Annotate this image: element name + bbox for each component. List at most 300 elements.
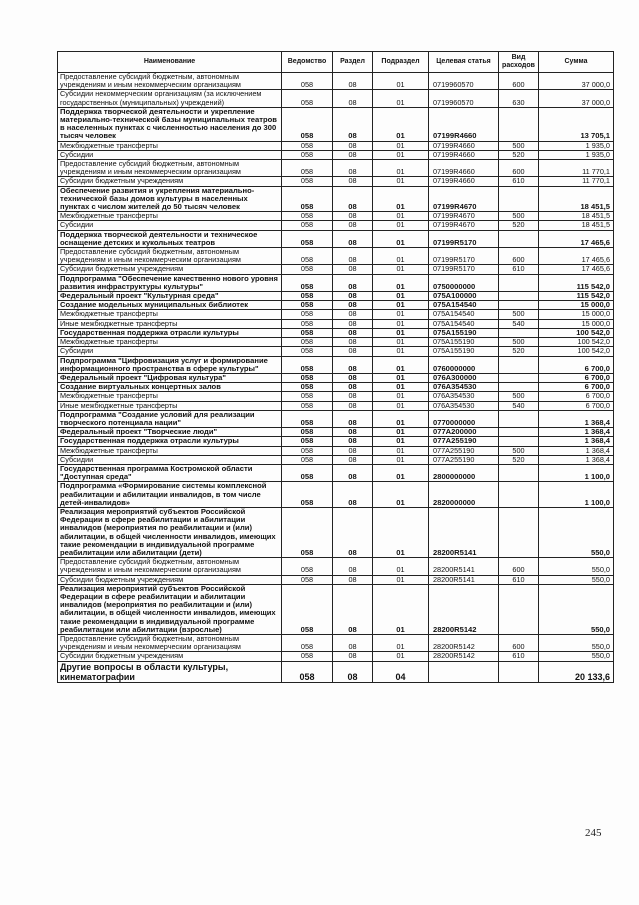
row-sum: 550,0 bbox=[539, 507, 614, 557]
row-vid bbox=[499, 661, 539, 682]
row-target: 07199R4660 bbox=[429, 177, 499, 186]
row-section: 08 bbox=[333, 160, 373, 177]
row-section: 08 bbox=[333, 446, 373, 455]
row-dept: 058 bbox=[282, 464, 333, 481]
row-dept: 058 bbox=[282, 446, 333, 455]
row-dept: 058 bbox=[282, 652, 333, 661]
row-sum: 550,0 bbox=[539, 584, 614, 634]
row-subsection: 01 bbox=[373, 150, 429, 159]
row-vid: 610 bbox=[499, 265, 539, 274]
row-vid bbox=[499, 464, 539, 481]
row-name: Межбюджетные трансферты bbox=[58, 392, 282, 401]
row-name: Субсидии bbox=[58, 347, 282, 356]
row-name: Субсидии бюджетным учреждениям bbox=[58, 575, 282, 584]
row-dept: 058 bbox=[282, 338, 333, 347]
row-name: Предоставление субсидий бюджетным, автономным учреждениям и иным некоммерческим организациям bbox=[58, 248, 282, 265]
row-target: 075A100000 bbox=[429, 292, 499, 301]
table-row bbox=[58, 292, 614, 301]
row-section: 08 bbox=[333, 274, 373, 291]
row-target: 075A154540 bbox=[429, 301, 499, 310]
row-section: 08 bbox=[333, 410, 373, 427]
row-dept: 058 bbox=[282, 301, 333, 310]
row-dept: 058 bbox=[282, 73, 333, 90]
row-target: 07199R5170 bbox=[429, 265, 499, 274]
row-dept: 058 bbox=[282, 274, 333, 291]
table-row bbox=[58, 90, 614, 107]
row-dept: 058 bbox=[282, 141, 333, 150]
row-sum: 17 465,6 bbox=[539, 248, 614, 265]
row-vid bbox=[499, 437, 539, 446]
row-name: Предоставление субсидий бюджетным, автономным учреждениям и иным некоммерческим организациям bbox=[58, 635, 282, 652]
row-section: 08 bbox=[333, 107, 373, 141]
row-sum: 1 368,4 bbox=[539, 446, 614, 455]
row-name: Поддержка творческой деятельности и техническое оснащение детских и кукольных театров bbox=[58, 230, 282, 247]
row-sum: 1 368,4 bbox=[539, 410, 614, 427]
row-target: 076A354530 bbox=[429, 383, 499, 392]
table-row bbox=[58, 410, 614, 427]
row-dept: 058 bbox=[282, 319, 333, 328]
row-name: Субсидии бюджетным учреждениям bbox=[58, 177, 282, 186]
row-target: 28200R5141 bbox=[429, 575, 499, 584]
row-name: Реализация мероприятий субъектов Российской Федерации в сфере реабилитации и абилитации инвалидов (мероприятия по реабилитации и (или) абилитации, в общей численности инвалидов, имеющих такие рекомендации в индивидуальной программе реабилитации или абилитации (дети) bbox=[58, 507, 282, 557]
row-subsection: 01 bbox=[373, 428, 429, 437]
table-row bbox=[58, 319, 614, 328]
row-name: Поддержка творческой деятельности и укрепление материально-технической базы муниципальных театров в населенных пунктах с численностью населения до 300 тысяч человек bbox=[58, 107, 282, 141]
row-section: 08 bbox=[333, 482, 373, 508]
row-vid: 540 bbox=[499, 319, 539, 328]
row-section: 08 bbox=[333, 177, 373, 186]
row-subsection: 01 bbox=[373, 221, 429, 230]
table-row bbox=[58, 356, 614, 373]
row-vid: 520 bbox=[499, 150, 539, 159]
row-sum: 11 770,1 bbox=[539, 160, 614, 177]
row-subsection: 01 bbox=[373, 248, 429, 265]
row-sum: 17 465,6 bbox=[539, 265, 614, 274]
row-sum: 6 700,0 bbox=[539, 383, 614, 392]
row-sum: 18 451,5 bbox=[539, 212, 614, 221]
row-subsection: 01 bbox=[373, 107, 429, 141]
row-vid: 500 bbox=[499, 338, 539, 347]
row-name: Предоставление субсидий бюджетным, автономным учреждениям и иным некоммерческим организациям bbox=[58, 160, 282, 177]
row-dept: 058 bbox=[282, 558, 333, 575]
row-sum: 6 700,0 bbox=[539, 356, 614, 373]
row-target: 0760000000 bbox=[429, 356, 499, 373]
row-sum: 20 133,6 bbox=[539, 661, 614, 682]
row-subsection: 01 bbox=[373, 558, 429, 575]
row-sum: 11 770,1 bbox=[539, 177, 614, 186]
row-dept: 058 bbox=[282, 455, 333, 464]
row-dept: 058 bbox=[282, 661, 333, 682]
row-dept: 058 bbox=[282, 265, 333, 274]
row-section: 08 bbox=[333, 292, 373, 301]
header-section: Раздел bbox=[333, 52, 373, 73]
row-subsection: 01 bbox=[373, 635, 429, 652]
row-target: 28200R5142 bbox=[429, 584, 499, 634]
row-target: 2800000000 bbox=[429, 464, 499, 481]
row-section: 08 bbox=[333, 347, 373, 356]
row-sum: 1 368,4 bbox=[539, 437, 614, 446]
row-name: Подпрограмма "Создание условий для реализации творческого потенциала нации" bbox=[58, 410, 282, 427]
row-section: 08 bbox=[333, 575, 373, 584]
row-dept: 058 bbox=[282, 310, 333, 319]
table-row bbox=[58, 328, 614, 337]
table-row bbox=[58, 464, 614, 481]
row-target: 07199R4660 bbox=[429, 150, 499, 159]
row-vid: 520 bbox=[499, 347, 539, 356]
row-subsection: 01 bbox=[373, 347, 429, 356]
row-vid bbox=[499, 186, 539, 212]
row-target: 28200R5141 bbox=[429, 507, 499, 557]
row-dept: 058 bbox=[282, 428, 333, 437]
row-subsection: 01 bbox=[373, 446, 429, 455]
table-row bbox=[58, 482, 614, 508]
row-target: 0770000000 bbox=[429, 410, 499, 427]
row-subsection: 04 bbox=[373, 661, 429, 682]
row-dept: 058 bbox=[282, 230, 333, 247]
row-target: 07199R4660 bbox=[429, 141, 499, 150]
row-sum: 37 000,0 bbox=[539, 73, 614, 90]
row-section: 08 bbox=[333, 652, 373, 661]
row-target: 077A255190 bbox=[429, 446, 499, 455]
table-row bbox=[58, 107, 614, 141]
row-dept: 058 bbox=[282, 392, 333, 401]
row-section: 08 bbox=[333, 356, 373, 373]
row-subsection: 01 bbox=[373, 301, 429, 310]
row-sum: 6 700,0 bbox=[539, 373, 614, 382]
page-number: 245 bbox=[585, 827, 602, 839]
row-sum: 115 542,0 bbox=[539, 274, 614, 291]
row-vid: 540 bbox=[499, 401, 539, 410]
row-vid bbox=[499, 292, 539, 301]
row-name: Государственная поддержка отрасли культуры bbox=[58, 437, 282, 446]
row-subsection: 01 bbox=[373, 373, 429, 382]
row-target: 076A354530 bbox=[429, 392, 499, 401]
table-row bbox=[58, 401, 614, 410]
row-name: Межбюджетные трансферты bbox=[58, 338, 282, 347]
table-row bbox=[58, 347, 614, 356]
table-body bbox=[58, 73, 614, 683]
row-section: 08 bbox=[333, 373, 373, 382]
row-dept: 058 bbox=[282, 221, 333, 230]
row-vid: 520 bbox=[499, 221, 539, 230]
header-sum: Сумма bbox=[539, 52, 614, 73]
row-vid: 500 bbox=[499, 310, 539, 319]
row-dept: 058 bbox=[282, 292, 333, 301]
row-name: Государственная поддержка отрасли культуры bbox=[58, 328, 282, 337]
row-section: 08 bbox=[333, 248, 373, 265]
table-row bbox=[58, 212, 614, 221]
row-section: 08 bbox=[333, 230, 373, 247]
table-row bbox=[58, 248, 614, 265]
row-sum: 15 000,0 bbox=[539, 301, 614, 310]
table-row bbox=[58, 265, 614, 274]
row-name: Субсидии бюджетным учреждениям bbox=[58, 652, 282, 661]
header-target: Целевая статья bbox=[429, 52, 499, 73]
row-sum: 17 465,6 bbox=[539, 230, 614, 247]
row-vid bbox=[499, 230, 539, 247]
row-target: 0750000000 bbox=[429, 274, 499, 291]
row-dept: 058 bbox=[282, 507, 333, 557]
row-name: Федеральный проект "Цифровая культура" bbox=[58, 373, 282, 382]
table-row bbox=[58, 160, 614, 177]
row-dept: 058 bbox=[282, 107, 333, 141]
row-section: 08 bbox=[333, 464, 373, 481]
row-dept: 058 bbox=[282, 356, 333, 373]
row-vid: 610 bbox=[499, 177, 539, 186]
row-name: Реализация мероприятий субъектов Российской Федерации в сфере реабилитации и абилитации инвалидов (мероприятия по реабилитации и (или) абилитации, в общей численности инвалидов, имеющих такие рекомендации в индивидуальной программе реабилитации или абилитации (взрослые) bbox=[58, 584, 282, 634]
row-sum: 115 542,0 bbox=[539, 292, 614, 301]
row-sum: 550,0 bbox=[539, 635, 614, 652]
row-sum: 1 368,4 bbox=[539, 428, 614, 437]
row-section: 08 bbox=[333, 558, 373, 575]
row-name: Иные межбюджетные трансферты bbox=[58, 401, 282, 410]
row-dept: 058 bbox=[282, 410, 333, 427]
table-row bbox=[58, 73, 614, 90]
row-section: 08 bbox=[333, 328, 373, 337]
row-name: Субсидии bbox=[58, 455, 282, 464]
row-sum: 6 700,0 bbox=[539, 401, 614, 410]
row-target: 28200R5142 bbox=[429, 652, 499, 661]
row-section: 08 bbox=[333, 221, 373, 230]
table-row bbox=[58, 310, 614, 319]
row-subsection: 01 bbox=[373, 310, 429, 319]
table-row bbox=[58, 186, 614, 212]
row-section: 08 bbox=[333, 319, 373, 328]
row-subsection: 01 bbox=[373, 401, 429, 410]
row-subsection: 01 bbox=[373, 319, 429, 328]
row-subsection: 01 bbox=[373, 292, 429, 301]
row-target: 075A155190 bbox=[429, 347, 499, 356]
row-section: 08 bbox=[333, 392, 373, 401]
header-vid: Вид расходов bbox=[499, 52, 539, 73]
row-name: Подпрограмма "Цифровизация услуг и формирование информационного пространства в сфере культуры" bbox=[58, 356, 282, 373]
row-section: 08 bbox=[333, 584, 373, 634]
row-target: 2820000000 bbox=[429, 482, 499, 508]
row-dept: 058 bbox=[282, 212, 333, 221]
row-subsection: 01 bbox=[373, 584, 429, 634]
row-vid: 600 bbox=[499, 248, 539, 265]
row-name: Межбюджетные трансферты bbox=[58, 212, 282, 221]
row-name: Предоставление субсидий бюджетным, автономным учреждениям и иным некоммерческим организациям bbox=[58, 73, 282, 90]
row-section: 08 bbox=[333, 301, 373, 310]
row-vid bbox=[499, 107, 539, 141]
row-sum: 18 451,5 bbox=[539, 221, 614, 230]
row-vid bbox=[499, 301, 539, 310]
row-dept: 058 bbox=[282, 437, 333, 446]
row-vid bbox=[499, 356, 539, 373]
row-vid: 520 bbox=[499, 455, 539, 464]
row-subsection: 01 bbox=[373, 73, 429, 90]
row-name: Субсидии некоммерческим организациям (за исключением государственных (муниципальных) учреждений) bbox=[58, 90, 282, 107]
row-subsection: 01 bbox=[373, 141, 429, 150]
row-vid bbox=[499, 410, 539, 427]
row-section: 08 bbox=[333, 265, 373, 274]
row-subsection: 01 bbox=[373, 265, 429, 274]
table-row bbox=[58, 383, 614, 392]
table-row bbox=[58, 446, 614, 455]
row-target: 07199R4660 bbox=[429, 107, 499, 141]
row-dept: 058 bbox=[282, 150, 333, 159]
row-target: 077A255190 bbox=[429, 455, 499, 464]
row-section: 08 bbox=[333, 383, 373, 392]
row-target: 075A155190 bbox=[429, 338, 499, 347]
table-row bbox=[58, 392, 614, 401]
row-name: Государственная программа Костромской области "Доступная среда" bbox=[58, 464, 282, 481]
row-dept: 058 bbox=[282, 186, 333, 212]
row-target: 07199R5170 bbox=[429, 230, 499, 247]
row-sum: 100 542,0 bbox=[539, 338, 614, 347]
row-name: Подпрограмма "Обеспечение качественно нового уровня развития инфраструктуры культуры" bbox=[58, 274, 282, 291]
row-vid: 500 bbox=[499, 212, 539, 221]
row-vid: 610 bbox=[499, 575, 539, 584]
table-row bbox=[58, 584, 614, 634]
row-section: 08 bbox=[333, 212, 373, 221]
row-dept: 058 bbox=[282, 347, 333, 356]
row-dept: 058 bbox=[282, 584, 333, 634]
row-vid bbox=[499, 584, 539, 634]
row-subsection: 01 bbox=[373, 455, 429, 464]
table-row bbox=[58, 301, 614, 310]
row-subsection: 01 bbox=[373, 274, 429, 291]
table-row bbox=[58, 635, 614, 652]
row-sum: 100 542,0 bbox=[539, 347, 614, 356]
row-sum: 18 451,5 bbox=[539, 186, 614, 212]
row-name: Субсидии bbox=[58, 150, 282, 159]
row-section: 08 bbox=[333, 141, 373, 150]
row-target bbox=[429, 661, 499, 682]
row-target: 077A255190 bbox=[429, 437, 499, 446]
row-dept: 058 bbox=[282, 383, 333, 392]
budget-table bbox=[57, 51, 614, 683]
row-section: 08 bbox=[333, 401, 373, 410]
row-target: 07199R4670 bbox=[429, 212, 499, 221]
row-dept: 058 bbox=[282, 328, 333, 337]
row-name: Подпрограмма «Формирование системы комплексной реабилитации и абилитации инвалидов, в том числе детей-инвалидов» bbox=[58, 482, 282, 508]
row-target: 075A154540 bbox=[429, 319, 499, 328]
row-sum: 550,0 bbox=[539, 652, 614, 661]
row-vid bbox=[499, 482, 539, 508]
row-target: 0719960570 bbox=[429, 73, 499, 90]
row-vid: 500 bbox=[499, 141, 539, 150]
table-row bbox=[58, 455, 614, 464]
row-sum: 6 700,0 bbox=[539, 392, 614, 401]
table-row bbox=[58, 652, 614, 661]
row-sum: 1 935,0 bbox=[539, 150, 614, 159]
header-subsection: Подраздел bbox=[373, 52, 429, 73]
row-name: Федеральный проект "Творческие люди" bbox=[58, 428, 282, 437]
row-sum: 1 100,0 bbox=[539, 482, 614, 508]
row-section: 08 bbox=[333, 186, 373, 212]
row-sum: 1 368,4 bbox=[539, 455, 614, 464]
table-row bbox=[58, 221, 614, 230]
row-target: 28200R5141 bbox=[429, 558, 499, 575]
table-row bbox=[58, 661, 614, 682]
row-vid: 600 bbox=[499, 558, 539, 575]
table-row bbox=[58, 575, 614, 584]
table-row bbox=[58, 437, 614, 446]
row-vid: 500 bbox=[499, 446, 539, 455]
table-row bbox=[58, 558, 614, 575]
row-vid bbox=[499, 328, 539, 337]
table-row bbox=[58, 373, 614, 382]
row-name: Субсидии bbox=[58, 221, 282, 230]
row-target: 28200R5142 bbox=[429, 635, 499, 652]
row-dept: 058 bbox=[282, 482, 333, 508]
row-subsection: 01 bbox=[373, 464, 429, 481]
row-dept: 058 bbox=[282, 177, 333, 186]
row-dept: 058 bbox=[282, 90, 333, 107]
row-subsection: 01 bbox=[373, 392, 429, 401]
row-vid: 600 bbox=[499, 73, 539, 90]
row-target: 075A155190 bbox=[429, 328, 499, 337]
row-subsection: 01 bbox=[373, 410, 429, 427]
row-subsection: 01 bbox=[373, 160, 429, 177]
row-section: 08 bbox=[333, 437, 373, 446]
row-sum: 1 100,0 bbox=[539, 464, 614, 481]
row-section: 08 bbox=[333, 661, 373, 682]
table-row bbox=[58, 274, 614, 291]
row-target: 076A354530 bbox=[429, 401, 499, 410]
header-name: Наименование bbox=[58, 52, 282, 73]
row-section: 08 bbox=[333, 150, 373, 159]
row-target: 07199R4660 bbox=[429, 160, 499, 177]
row-dept: 058 bbox=[282, 635, 333, 652]
row-vid bbox=[499, 383, 539, 392]
row-subsection: 01 bbox=[373, 482, 429, 508]
row-subsection: 01 bbox=[373, 356, 429, 373]
row-vid bbox=[499, 428, 539, 437]
table-header-row bbox=[58, 52, 614, 73]
row-target: 077A200000 bbox=[429, 428, 499, 437]
row-target: 07199R4670 bbox=[429, 221, 499, 230]
row-vid bbox=[499, 507, 539, 557]
row-subsection: 01 bbox=[373, 383, 429, 392]
row-target: 075A154540 bbox=[429, 310, 499, 319]
table-row bbox=[58, 141, 614, 150]
row-target: 07199R5170 bbox=[429, 248, 499, 265]
row-target: 0719960570 bbox=[429, 90, 499, 107]
row-subsection: 01 bbox=[373, 437, 429, 446]
row-sum: 37 000,0 bbox=[539, 90, 614, 107]
row-name: Межбюджетные трансферты bbox=[58, 141, 282, 150]
row-sum: 15 000,0 bbox=[539, 310, 614, 319]
row-dept: 058 bbox=[282, 575, 333, 584]
row-sum: 100 542,0 bbox=[539, 328, 614, 337]
row-name: Другие вопросы в области культуры, кинематографии bbox=[58, 661, 282, 682]
row-section: 08 bbox=[333, 635, 373, 652]
table-row bbox=[58, 230, 614, 247]
row-subsection: 01 bbox=[373, 328, 429, 337]
row-vid bbox=[499, 274, 539, 291]
row-subsection: 01 bbox=[373, 575, 429, 584]
row-sum: 15 000,0 bbox=[539, 319, 614, 328]
row-name: Обеспечение развития и укрепления материально-технической базы домов культуры в населенных пунктах с числом жителей до 50 тысяч человек bbox=[58, 186, 282, 212]
row-sum: 550,0 bbox=[539, 575, 614, 584]
header-dept: Ведомство bbox=[282, 52, 333, 73]
row-name: Субсидии бюджетным учреждениям bbox=[58, 265, 282, 274]
row-dept: 058 bbox=[282, 160, 333, 177]
row-target: 07199R4670 bbox=[429, 186, 499, 212]
row-subsection: 01 bbox=[373, 177, 429, 186]
row-name: Иные межбюджетные трансферты bbox=[58, 319, 282, 328]
row-name: Предоставление субсидий бюджетным, автономным учреждениям и иным некоммерческим организациям bbox=[58, 558, 282, 575]
row-subsection: 01 bbox=[373, 90, 429, 107]
table-row bbox=[58, 177, 614, 186]
row-section: 08 bbox=[333, 507, 373, 557]
row-sum: 550,0 bbox=[539, 558, 614, 575]
row-section: 08 bbox=[333, 90, 373, 107]
row-section: 08 bbox=[333, 73, 373, 90]
